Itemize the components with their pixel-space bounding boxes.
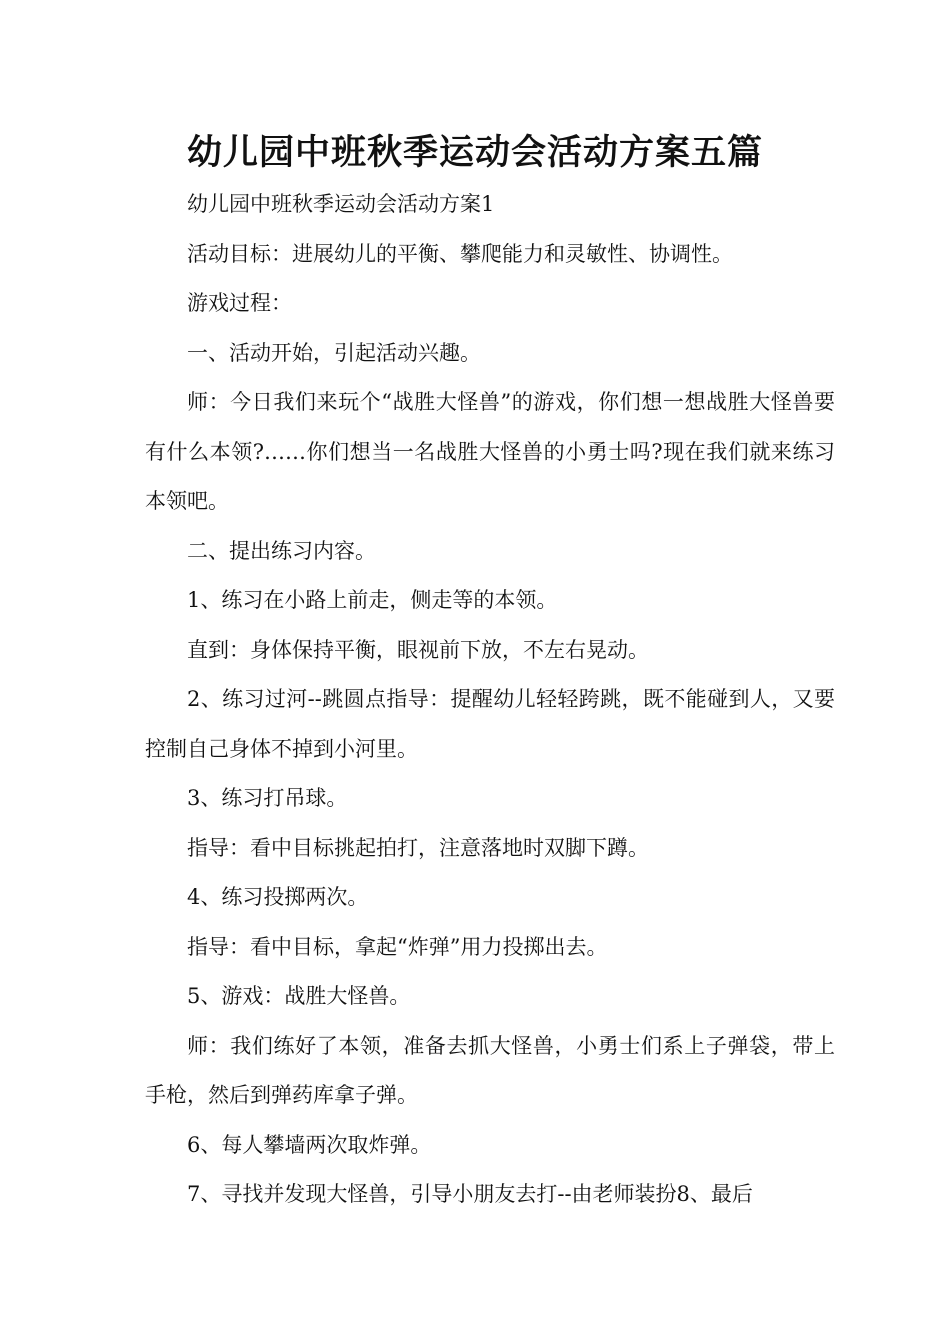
paragraph-goal: 活动目标：进展幼儿的平衡、攀爬能力和灵敏性、协调性。 [187,241,733,266]
paragraph-practice-2: 2、练习过河--跳圆点指导：提醒幼儿轻轻跨跳，既不能碰到人，又要控制自己身体不掉到小河里。 [145,687,835,761]
document-title: 幼儿园中班秋季运动会活动方案五篇 [186,133,763,173]
heading-plan-1: 幼儿园中班秋季运动会活动方案1 [187,192,495,216]
paragraph-practice-6: 6、每人攀墙两次取炸弹。 [187,1132,432,1157]
paragraph-step-one: 一、活动开始，引起活动兴趣。 [187,340,481,365]
paragraph-guidance-1: 直到：身体保持平衡，眼视前下放，不左右晃动。 [187,637,649,662]
paragraph-teacher-intro: 师：今日我们来玩个“战胜大怪兽”的游戏，你们想一想战胜大怪兽要有什么本领?……你们想当一名战胜大怪兽的小勇士吗?现在我们就来练习本领吧。 [145,390,835,513]
paragraph-practice-4: 4、练习投掷两次。 [187,885,369,909]
document-body [145,180,835,1220]
paragraph-guidance-4: 指导：看中目标，拿起“炸弹”用力投掷出去。 [187,934,608,959]
paragraph-process-label: 游戏过程： [187,291,292,315]
paragraph-practice-5: 5、游戏：战胜大怪兽。 [187,984,411,1008]
paragraph-guidance-3: 指导：看中目标挑起拍打，注意落地时双脚下蹲。 [187,835,649,860]
paragraph-teacher-game: 师：我们练好了本领，准备去抓大怪兽，小勇士们系上子弹袋，带上手枪，然后到弹药库拿子弹。 [145,1033,835,1107]
paragraph-step-two: 二、提出练习内容。 [187,538,376,563]
paragraph-practice-3: 3、练习打吊球。 [187,786,348,810]
paragraph-practice-7: 7、寻找并发现大怪兽，引导小朋友去打--由老师装扮8、最后 [187,1182,753,1206]
paragraph-practice-1: 1、练习在小路上前走，侧走等的本领。 [187,588,558,612]
